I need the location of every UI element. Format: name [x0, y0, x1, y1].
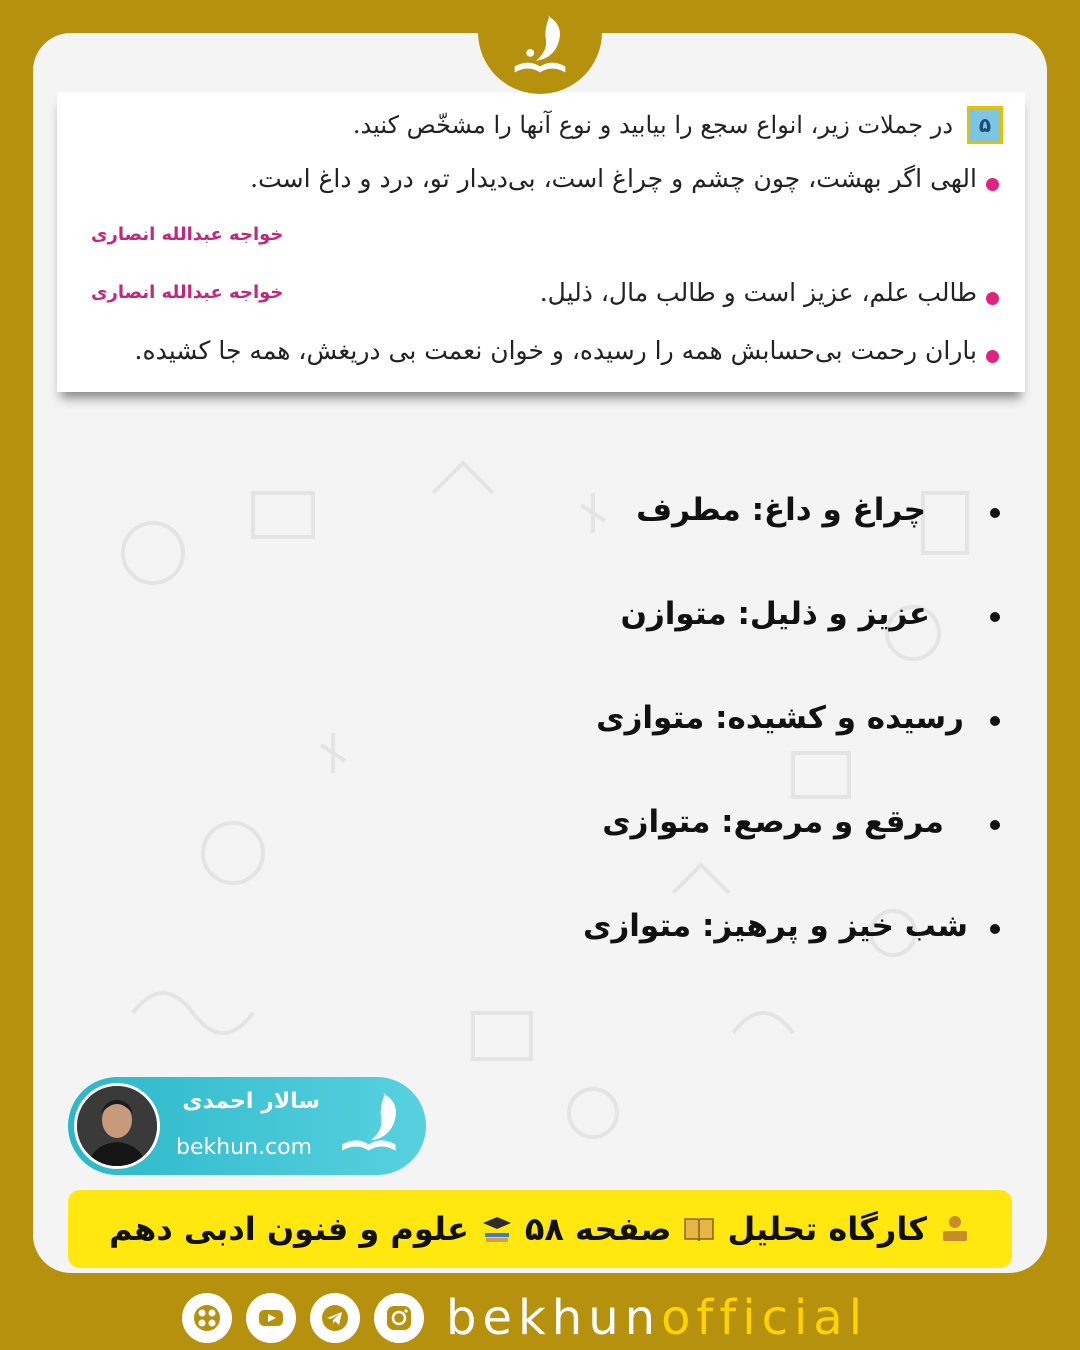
graduation-books-icon: [481, 1213, 513, 1245]
lesson-info-bar: [68, 1190, 1012, 1268]
telegram-icon[interactable]: [310, 1293, 360, 1343]
sentence-2: طالب علم، عزیز است و طالب مال، ذلیل.: [539, 278, 977, 307]
subject-label: علوم و فنون ادبی دهم: [109, 1210, 469, 1248]
open-book-icon: [683, 1213, 715, 1245]
teacher-card: [68, 1077, 426, 1175]
author-2: خواجه عبدالله انصاری: [91, 282, 284, 303]
answer-bullet-5: [990, 924, 1000, 934]
instagram-icon[interactable]: [374, 1293, 424, 1343]
bekhun-small-logo-icon: [334, 1085, 416, 1167]
author-1: خواجه عبدالله انصاری: [91, 224, 284, 245]
page-label: صفحه ۵۸: [524, 1210, 672, 1248]
answer-bullet-2: [990, 612, 1000, 622]
answer-5: شب خیز و پرهیز: متوازی: [583, 908, 968, 944]
answer-bullet-1: [990, 508, 1000, 518]
social-footer: [182, 1290, 868, 1346]
textbook-excerpt: [57, 92, 1025, 392]
teacher-desk-icon: [939, 1213, 971, 1245]
teacher-site: bekhun.com: [176, 1135, 313, 1160]
aparat-icon[interactable]: [182, 1293, 232, 1343]
handle-gold: official: [661, 1290, 869, 1346]
teacher-avatar: [74, 1083, 160, 1169]
answer-3: رسیده و کشیده: متوازی: [596, 700, 964, 736]
answer-1: چراغ و داغ: مطرف: [636, 492, 926, 528]
question-header: [353, 106, 1003, 144]
question-prompt: در جملات زیر، انواع سجع را بیابید و نوع آنها را مشخّص کنید.: [352, 111, 953, 139]
bullet-dot-1: [986, 178, 999, 191]
youtube-icon[interactable]: [246, 1293, 296, 1343]
answer-bullet-3: [990, 716, 1000, 726]
answer-2: عزیز و ذلیل: متوازن: [620, 596, 930, 632]
handle-white: bekhun: [446, 1290, 662, 1346]
workshop-label: کارگاه تحلیل: [727, 1210, 927, 1248]
social-handle: [446, 1290, 868, 1346]
answer-4: مرقع و مرصع: متوازی: [602, 804, 944, 840]
sentence-3: باران رحمت بی‌حسابش همه را رسیده، و خوان نعمت بی دریغش، همه جا کشیده.: [134, 336, 977, 365]
sentence-1: الهی اگر بهشت، چون چشم و چراغ است، بی‌دیدار تو، درد و داغ است.: [250, 164, 977, 193]
question-number: ۵: [967, 106, 1003, 144]
bekhun-logo-icon: [501, 10, 579, 88]
bullet-dot-3: [986, 350, 999, 363]
answer-bullet-4: [990, 820, 1000, 830]
teacher-name: سالار احمدی: [182, 1089, 320, 1114]
bullet-dot-2: [986, 292, 999, 305]
